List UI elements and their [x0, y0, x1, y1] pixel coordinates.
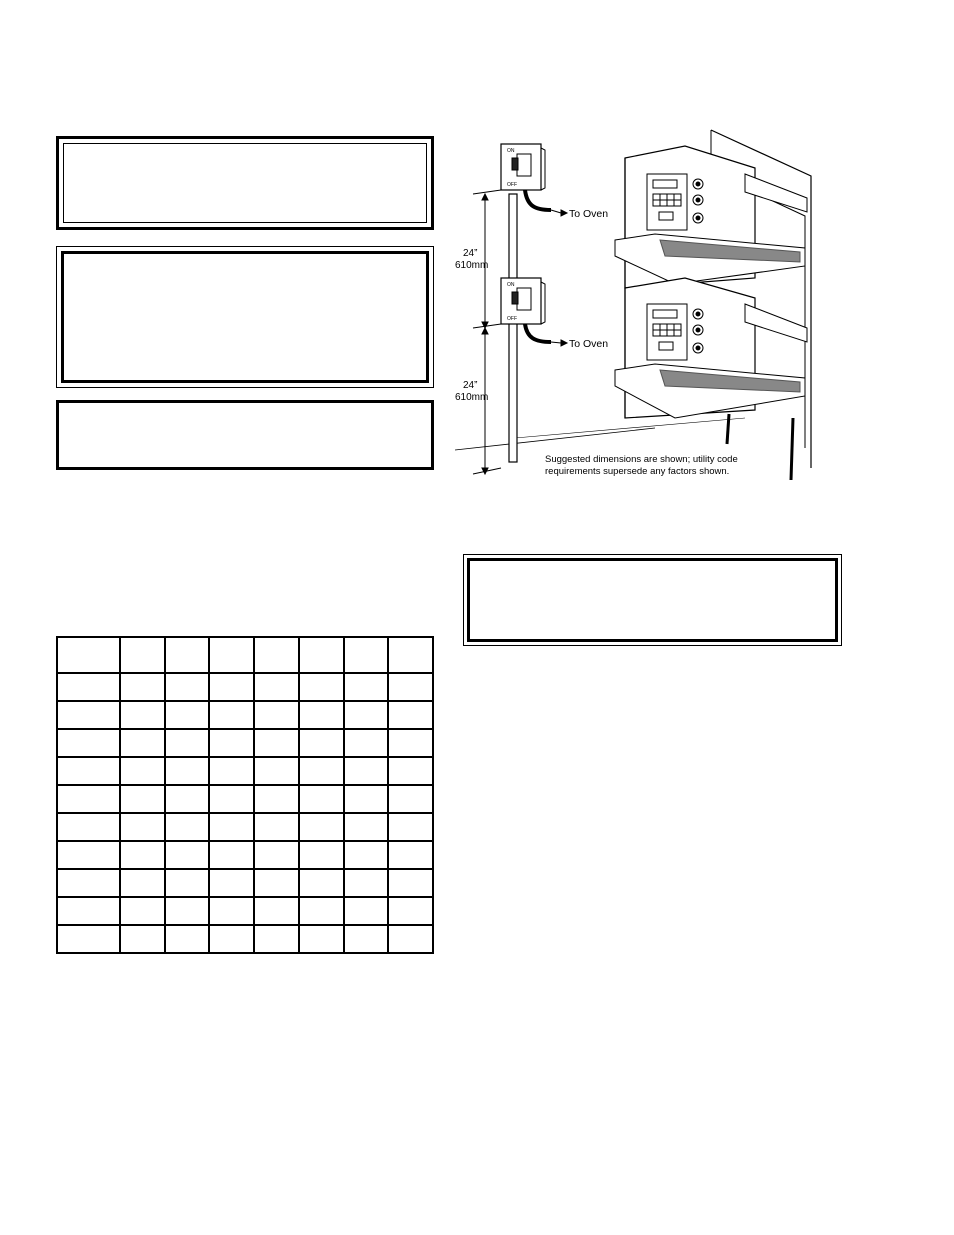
- table-cell: [165, 785, 210, 813]
- table-cell: [209, 813, 254, 841]
- table-cell: [388, 841, 433, 869]
- table-cell: [165, 673, 210, 701]
- dimension-upper-inches: 24”: [463, 248, 478, 259]
- table-cell: [209, 673, 254, 701]
- table-cell: [57, 729, 120, 757]
- table-cell: [120, 637, 165, 673]
- switch-off-label-lower: OFF: [507, 316, 517, 322]
- table-header-row: [57, 637, 433, 673]
- table-cell: [120, 757, 165, 785]
- table-cell: [388, 701, 433, 729]
- table-row: [57, 897, 433, 925]
- table-cell: [120, 729, 165, 757]
- table-cell: [209, 869, 254, 897]
- table-row: [57, 673, 433, 701]
- table-cell: [165, 841, 210, 869]
- table-cell: [388, 925, 433, 953]
- oven-upper: [615, 146, 807, 288]
- table-cell: [388, 785, 433, 813]
- table-cell: [299, 637, 344, 673]
- notice-box-2: [56, 246, 434, 388]
- notice-box-1: [56, 136, 434, 230]
- oven-lower: [615, 278, 807, 418]
- table-cell: [165, 813, 210, 841]
- table-cell: [209, 729, 254, 757]
- installation-diagram: [455, 128, 827, 488]
- table-cell: [209, 637, 254, 673]
- table-cell: [254, 637, 299, 673]
- table-cell: [209, 757, 254, 785]
- to-oven-label-lower: To Oven: [569, 338, 609, 350]
- table-cell: [388, 757, 433, 785]
- table-cell: [254, 897, 299, 925]
- table-row: [57, 757, 433, 785]
- table-cell: [344, 897, 389, 925]
- table-cell: [57, 869, 120, 897]
- table-cell: [344, 637, 389, 673]
- table-cell: [57, 925, 120, 953]
- table-row: [57, 701, 433, 729]
- switch-off-label-upper: OFF: [507, 182, 517, 188]
- table-cell: [254, 729, 299, 757]
- table-cell: [209, 897, 254, 925]
- table-cell: [165, 729, 210, 757]
- table-cell: [254, 701, 299, 729]
- table-cell: [344, 785, 389, 813]
- table-cell: [57, 813, 120, 841]
- table-cell: [120, 841, 165, 869]
- table-row: [57, 729, 433, 757]
- table-cell: [57, 897, 120, 925]
- table-cell: [165, 637, 210, 673]
- table-cell: [299, 673, 344, 701]
- table-cell: [299, 841, 344, 869]
- table-cell: [388, 897, 433, 925]
- table-row: [57, 785, 433, 813]
- table-cell: [165, 869, 210, 897]
- table-cell: [254, 785, 299, 813]
- notice-box-3: [56, 400, 434, 470]
- table-row: [57, 813, 433, 841]
- table-cell: [344, 757, 389, 785]
- table-cell: [57, 701, 120, 729]
- switch-on-label-upper: ON: [507, 148, 515, 154]
- table-cell: [57, 757, 120, 785]
- figure-caption-line-2: requirements supersede any factors shown.: [545, 466, 730, 477]
- specification-table: [56, 636, 434, 954]
- table-cell: [254, 757, 299, 785]
- table-cell: [388, 637, 433, 673]
- table-cell: [254, 925, 299, 953]
- table-cell: [344, 841, 389, 869]
- table-cell: [120, 925, 165, 953]
- table-cell: [344, 673, 389, 701]
- table-cell: [254, 869, 299, 897]
- table-cell: [388, 673, 433, 701]
- table-cell: [344, 729, 389, 757]
- table-cell: [57, 785, 120, 813]
- dimension-lower-inches: 24”: [463, 380, 478, 391]
- table-cell: [209, 785, 254, 813]
- notice-box-4: [463, 554, 842, 646]
- table-cell: [299, 869, 344, 897]
- table-cell: [165, 897, 210, 925]
- table-cell: [120, 785, 165, 813]
- table-cell: [165, 925, 210, 953]
- table-row: [57, 869, 433, 897]
- to-oven-label-upper: To Oven: [569, 208, 609, 220]
- table-cell: [344, 869, 389, 897]
- table-cell: [209, 701, 254, 729]
- table-cell: [57, 841, 120, 869]
- dimension-upper-mm: 610mm: [455, 260, 489, 271]
- table-cell: [344, 813, 389, 841]
- table-cell: [299, 757, 344, 785]
- table-cell: [344, 925, 389, 953]
- table-cell: [120, 701, 165, 729]
- table-cell: [299, 785, 344, 813]
- table-row: [57, 841, 433, 869]
- table-cell: [57, 673, 120, 701]
- table-cell: [254, 673, 299, 701]
- table-cell: [299, 897, 344, 925]
- table-cell: [120, 673, 165, 701]
- table-cell: [344, 701, 389, 729]
- table-cell: [254, 813, 299, 841]
- table-cell: [165, 701, 210, 729]
- table-cell: [209, 841, 254, 869]
- table-cell: [120, 869, 165, 897]
- table-cell: [388, 729, 433, 757]
- table-cell: [254, 841, 299, 869]
- table-cell: [388, 813, 433, 841]
- dimension-lower-mm: 610mm: [455, 392, 489, 403]
- table-cell: [299, 925, 344, 953]
- table-cell: [388, 869, 433, 897]
- table-cell: [299, 701, 344, 729]
- switch-on-label-lower: ON: [507, 282, 515, 288]
- figure-caption-line-1: Suggested dimensions are shown; utility code: [545, 454, 738, 465]
- table-cell: [165, 757, 210, 785]
- table-cell: [120, 813, 165, 841]
- table-cell: [209, 925, 254, 953]
- table-cell: [299, 729, 344, 757]
- table-cell: [120, 897, 165, 925]
- table-row: [57, 925, 433, 953]
- table-cell: [299, 813, 344, 841]
- table-cell: [57, 637, 120, 673]
